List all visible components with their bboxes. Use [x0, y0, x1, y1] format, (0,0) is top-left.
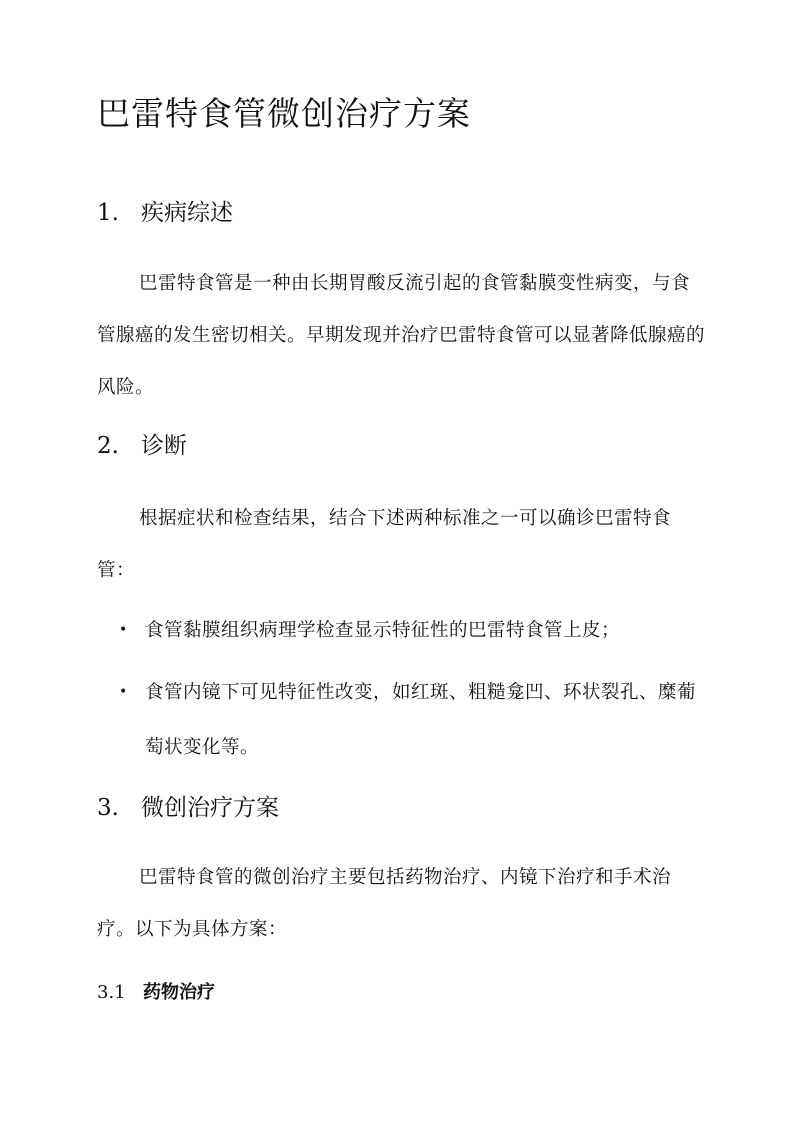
- section-heading-treatment: [97, 792, 279, 824]
- section-heading-diagnosis: [97, 430, 187, 462]
- section-title: 诊断: [141, 433, 187, 459]
- page-title: 巴雷特食管微创治疗方案: [97, 94, 471, 133]
- section-title: 疾病综述: [141, 200, 233, 226]
- section-number: 1.: [97, 200, 119, 226]
- list-item-text: 食管内镜下可见特征性改变，如红斑、粗糙龛凹、环状裂孔、糜葡萄状变化等。: [145, 682, 697, 758]
- overview-paragraph: 巴雷特食管是一种由长期胃酸反流引起的食管黏膜变性病变，与食管腺癌的发生密切相关。早期发现并治疗巴雷特食管可以显著降低腺癌的风险。: [97, 273, 706, 398]
- section-number: 3.: [97, 795, 119, 821]
- list-item: [97, 603, 707, 658]
- subsection-heading-medication: [97, 980, 215, 1006]
- treatment-paragraph: 巴雷特食管的微创治疗主要包括药物治疗、内镜下治疗和手术治疗。以下为具体方案：: [97, 867, 672, 940]
- diagnosis-paragraph: 根据症状和检查结果，结合下述两种标准之一可以确诊巴雷特食管：: [97, 508, 672, 581]
- list-item-text: 食管黏膜组织病理学检查显示特征性的巴雷特食管上皮；: [145, 620, 621, 641]
- section-heading-overview: [97, 197, 233, 229]
- section-number: 2.: [97, 433, 119, 459]
- list-item: [97, 665, 707, 775]
- subsection-title: 药物治疗: [143, 982, 215, 1003]
- subsection-number: 3.1: [97, 982, 126, 1003]
- bullet-icon: •: [119, 684, 128, 700]
- section-title: 微创治疗方案: [141, 795, 279, 821]
- bullet-icon: •: [119, 622, 128, 638]
